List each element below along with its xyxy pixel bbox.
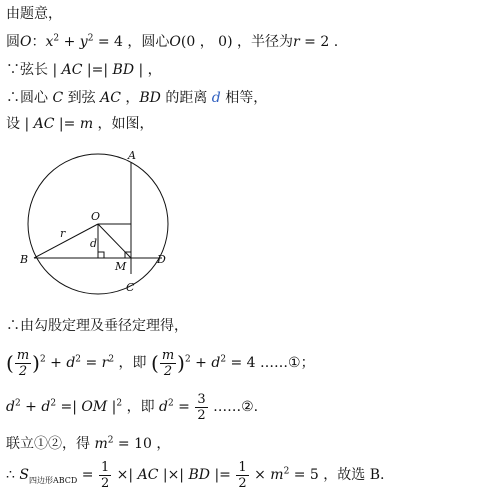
fraction-m-over-2: $\frac{m}{2}$ <box>16 347 30 379</box>
geometry-figure <box>20 146 200 306</box>
line-intro <box>6 4 62 24</box>
line-equation-1: ( $\frac{m}{2}$ )$^2 + d^2 = r^2$ ，即 ( $\frac{m}{2}$ )$^2 + d^2 = 4$ ……①； <box>6 347 315 379</box>
label-r: r <box>60 227 66 240</box>
line-combine: 联立①②，得 $m^2 = 10$ ， <box>6 435 171 452</box>
fraction-3-over-2: $\frac{3}{2}$ <box>197 391 206 423</box>
label-d: d <box>90 237 98 250</box>
right-angle-mark-1 <box>98 252 104 258</box>
line-chord-equal: ∵弦长 | AC |=| BD | ， <box>6 62 162 78</box>
label-O: O <box>91 210 101 223</box>
line-distance-equal: ∴圆心 C 到弦 AC ，BD 的距离 d 相等， <box>6 90 268 106</box>
line-theorem: ∴由勾股定理及垂径定理得， <box>6 318 188 334</box>
line-equation-2: $d^2 + d^2$ =| OM $|^2$ ，即 $d^2$ = $\frac{3}{2}$ ……②. <box>6 391 259 423</box>
label-M: M <box>115 260 127 273</box>
fraction-m-over-2-b: $\frac{m}{2}$ <box>161 347 175 379</box>
fraction-1-over-2: $\frac{1}{2}$ <box>100 459 110 491</box>
line-area-conclusion: ∴ $S_{四边形ABCD}$ = $\frac{1}{2}$ ×| AC |×| BD |= $\frac{1}{2}$ × $m^2 = 5$ ，故选 B. <box>6 459 385 491</box>
segment-OM <box>98 224 131 258</box>
fraction-1-over-2-b: $\frac{1}{2}$ <box>238 459 247 491</box>
line-set-m: 设 | AC |= m ，如图， <box>6 116 154 132</box>
text: 由题意， <box>6 6 62 22</box>
label-B: B <box>20 253 29 266</box>
line-circle-equation: 圆O：$x^2 + y^2 = 4$ ，圆心O(0 ， 0) ，半径为r = 2 . <box>6 33 339 50</box>
label-A: A <box>128 149 136 162</box>
label-C: C <box>126 281 135 294</box>
label-D: D <box>157 253 166 266</box>
radius-OB <box>34 224 98 258</box>
